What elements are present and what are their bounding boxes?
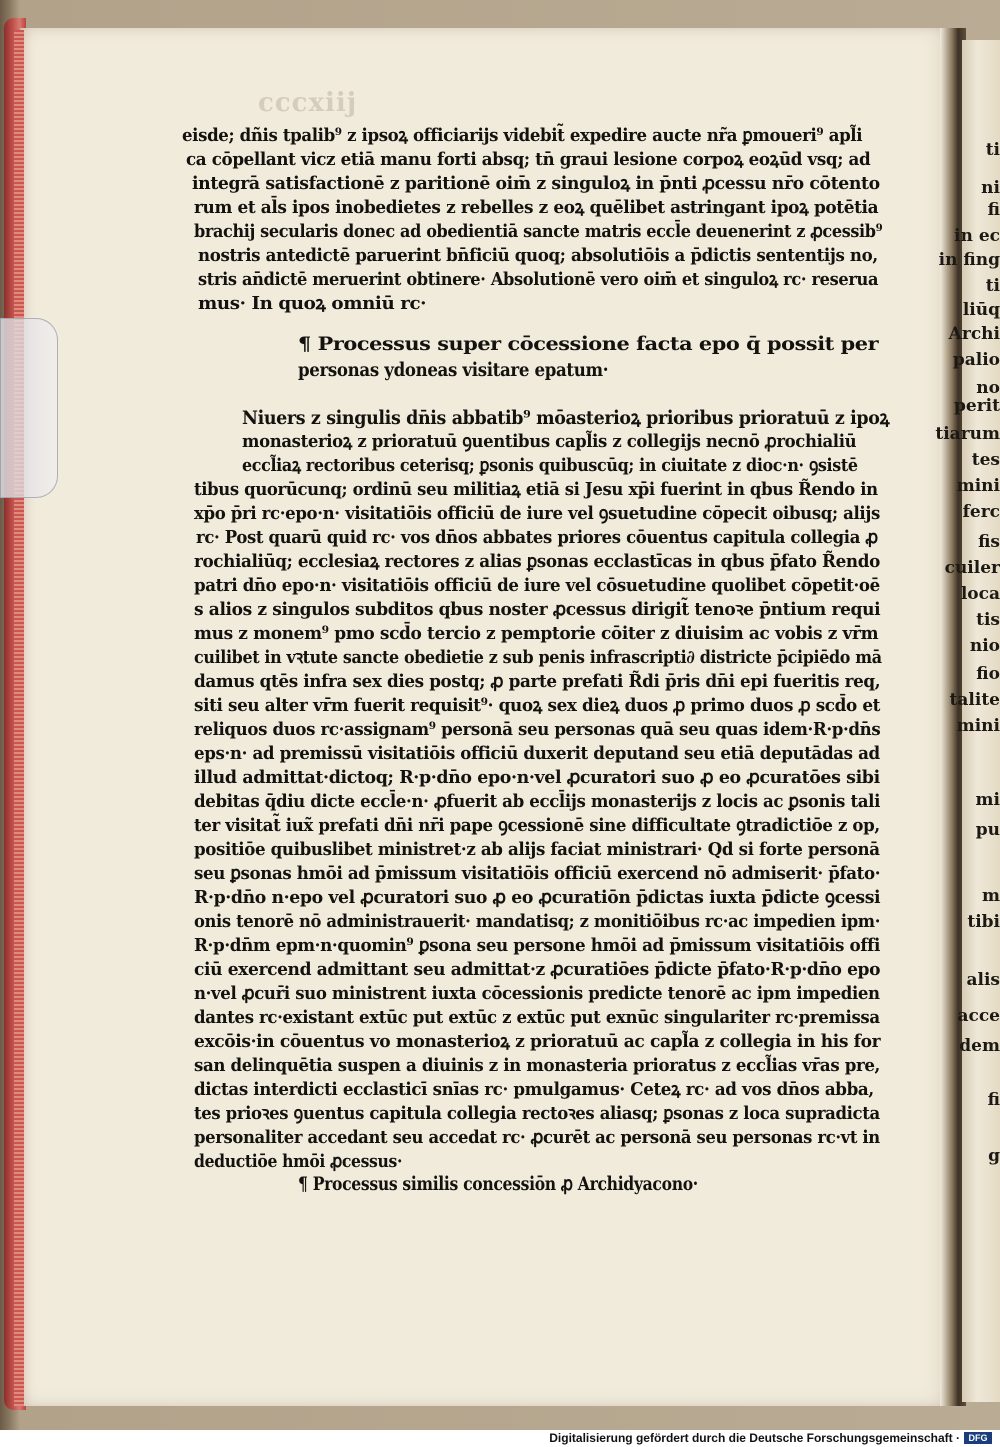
text-line: personaliter accedant seu accedat rc· ꝓcurēt ac personā seu personas rc·vt in [194, 1127, 880, 1148]
right-page-text-fragment: Archi [948, 324, 1000, 344]
right-page-text-fragment: nio [969, 636, 1000, 656]
text-line: eps·n· ad premissū visitatiōis officiū duxerit deputand seu etiā deputādas ad [194, 743, 880, 764]
right-page-text-fragment: acce [957, 1006, 1000, 1026]
right-page-text-fragment: mi [975, 790, 1000, 810]
right-page-text-fragment: fis [978, 532, 1000, 552]
right-page-text-fragment: fi [987, 1090, 1000, 1110]
text-line: ciū exercend admittant seu admittat·z ꝓcuratiōes p̄dicte p̄fato·R·p·dn̄o epo [194, 959, 881, 980]
text-line: san delinquētia suspen a diuinis z in monasteria prioratus z eccl̃ias vr̄as pre, [194, 1055, 880, 1076]
right-page-text-fragment: m [982, 886, 1000, 906]
right-page-text-fragment: loca [960, 584, 1000, 604]
right-page-text-fragment: liūq [962, 300, 1000, 320]
text-line: onis tenorē nō administrauerit· mandatisq; z monitiōibus rc·ac impedien ipm· [194, 911, 881, 932]
text-line: illud admittat·dictoq; R·p·dn̄o epo·n·vel ꝓcuratori suo ꝓ eo ꝓcuratōes sibi [194, 767, 880, 788]
text-line: n·vel ꝓcur̄i suo ministrent iuxta cōcessionis predicte tenorē ac ipm impedien [194, 983, 880, 1004]
footer-bar [0, 1430, 1000, 1447]
text-line: nostris antedictē paruerint bn̄ficiū quoq; absolutiōis a p̄dictis sententijs no, [198, 245, 878, 266]
text-line: rc· Post quarū quid rc· vos dn̄os abbates priores cōuentus capitula collegia ꝓ [196, 527, 878, 548]
right-page-text-fragment: ti [985, 140, 1000, 160]
text-line: excōis·in cōuentus vo monasterioꝝ z prioratuū ac capl̃a z collegia in his for [194, 1031, 881, 1052]
right-page-text-fragment: dem [959, 1036, 1000, 1056]
right-page-text-fragment: fio [976, 664, 1000, 684]
text-line: rochialiūq; ecclesiaꝝ rectores z alias ꝑsonas ecclastīcas in qbus p̄fato R̃endo [194, 551, 880, 572]
text-line: brachij secularis donec ad obedientiā sancte matris eccl̄e deuenerint z ꝓcessib⁹ [194, 221, 883, 242]
clip-holder [0, 318, 58, 498]
text-line: damus qtēs infra sex dies postq; ꝓ parte prefati R̃di p̄ris dn̄i epi fueritis req, [194, 671, 881, 692]
text-line: R·p·dn̄o n·epo vel ꝓcuratori suo ꝓ eo ꝓcuratiōn p̄dictas iuxta p̄dicte ꝯcessi [194, 887, 881, 908]
text-line: eccl̃iaꝝ rectoribus ceterisq; ꝑsonis quibuscūq; in ciuitate z dioc·n· ꝯsistē [242, 455, 858, 476]
right-page-text-fragment: palio [952, 350, 1000, 370]
right-page-text-fragment: mini [956, 716, 1000, 736]
folio-number: cccxiij [258, 88, 358, 118]
footer-credit: Digitalisierung gefördert durch die Deutsche Forschungsgemeinschaft · [549, 1431, 960, 1445]
right-page-text-fragment: cuiler [944, 558, 1000, 578]
text-line: xp̄o p̄ri rc·epo·n· visitatiōis officiū de iure vel ꝯsuetudine cōpecit oibusq; alijs [194, 503, 880, 524]
right-page-edge [935, 40, 1000, 1402]
text-line: cuilibet in vꝛtute sancte obedietie z sub penis infrascripti∂ districte p̄cipiēdo mā [194, 647, 882, 668]
text-line: tibus quorūcunq; ordinū seu militiaꝝ etiā si Jesu xp̄i fuerint in qbus R̃endo in [194, 479, 878, 500]
text-line: mus· In quoꝝ omniū rc· [198, 293, 427, 314]
right-page-text-fragment: g [988, 1146, 1000, 1166]
text-line: ca cōpellant vicz etiā manu forti absq; tn̄ graui lesione corpoꝝ eoꝝūd vsq; ad [186, 149, 871, 170]
text-line: reliquos duos rc·assignam⁹ personā seu personas quā seu quas idem·R·p·dn̄s [194, 719, 881, 740]
text-line: seu ꝑsonas hmōi ad p̄missum visitatiōis officiū exercend nō admiserit· p̄fato· [194, 863, 881, 884]
text-line: patri dn̄o epo·n· visitatiōis officiū de iure vel cōsuetudine quolibet cōpetit·oē [194, 575, 880, 596]
text-line: dantes rc·existant extūc put extūc z extūc put exnūc singulariter rc·premissa [194, 1007, 880, 1028]
right-page-text-fragment: mini [956, 476, 1000, 496]
text-line: positiōe quibuslibet ministret·z ab alijs faciat ministrari· Qd si forte personā [194, 839, 880, 860]
text-line: ¶ Processus super cōcessione facta epo q̄ possit per [298, 333, 879, 355]
text-line: mus z monem⁹ pmo scd̄o tercio z pemptorie cōiter z diuisim ac vobis z vr̄m [194, 623, 879, 644]
red-page-edges [14, 30, 24, 1406]
right-page-text-fragment: talite [949, 690, 1000, 710]
right-page-text-fragment: tes [971, 450, 1000, 470]
text-line: siti seu alter vr̄m fuerit requisit⁹· quoꝝ sex dieꝝ duos ꝓ primo duos ꝓ scd̄o et [194, 695, 881, 716]
right-page-text-fragment: tiarum [935, 424, 1000, 444]
text-line: stris an̄dictē meruerint obtinere· Absolutionē vero oim̄ et singuloꝝ rc· reserua [198, 269, 879, 290]
text-line: Niuers z singulis dn̄is abbatib⁹ mōasterioꝝ prioribus prioratuū z ipoꝝ [242, 407, 890, 429]
text-line: ter visitat̃ iux̃ prefati dn̄i nr̄i pape ꝯcessionē sine difficultate ꝯtradictiōe z op, [194, 815, 880, 836]
right-page-text-fragment: fi [987, 200, 1000, 220]
text-line: rum et al̄s ipos inobedietes z rebelles z eoꝝ quēlibet astringant ipoꝝ potētia [194, 197, 879, 218]
right-page-text-fragment: tis [976, 610, 1000, 630]
right-page-text-fragment: ti [985, 276, 1000, 296]
text-line: tes prioꝛes ꝯuentus capitula collegia rectoꝛes aliasq; ꝑsonas z loca supradicta [194, 1103, 880, 1124]
dfg-logo: DFG [964, 1432, 992, 1444]
right-page-text-fragment: pu [975, 820, 1000, 840]
text-line: ¶ Processus similis concessiōn ꝓ Archidyacono· [298, 1173, 698, 1195]
right-page-text-fragment: ni [981, 178, 1000, 198]
right-page-text-fragment: alis [966, 970, 1000, 990]
right-page-text-fragment: in fing [938, 250, 1000, 270]
text-line: eisde; dñis tpalib⁹ z ipsoꝝ officiarijs videbit̃ expedire aucte nr̃a ꝑmoueri⁹ apl̃i [182, 125, 863, 146]
text-line: s alios z singulos subditos qbus noster ꝓcessus dirigit̃ tenoꝛe p̄ntium requi [194, 599, 881, 620]
text-line: personas ydoneas visitare epatum· [298, 359, 609, 381]
text-line: integrā satisfactionē z paritionē oim̄ z singuloꝝ in p̄nti ꝓcessu nr̄o cōtento [192, 173, 880, 194]
text-line: deductiōe hmōi ꝓcessus· [194, 1151, 403, 1172]
right-page-text-fragment: no [976, 378, 1000, 398]
right-page-text-fragment: in ec [954, 226, 1000, 246]
text-line: debitas q̄diu dicte eccl̄e·n· ꝓfuerit ab eccl̄ijs monasterijs z locis ac ꝑsonis tali [194, 791, 881, 812]
right-page-text-fragment: tibi [967, 912, 1000, 932]
right-page-text-fragment: ferc [962, 502, 1000, 522]
text-line: dictas interdicti ecclasticī snīas rc· pmulgamus· Ceteꝝ rc· ad vos dn̄os abba, [194, 1079, 874, 1100]
right-page-text-fragment: perit [954, 396, 1000, 416]
text-line: R·p·dn̄m epm·n·quomin⁹ ꝑsona seu persone hmōi ad p̄missum visitatiōis offi [194, 935, 880, 956]
text-line: monasterioꝝ z prioratuū ꝯuentibus capl̃is z collegijs necnō ꝓrochialiū [242, 431, 857, 452]
